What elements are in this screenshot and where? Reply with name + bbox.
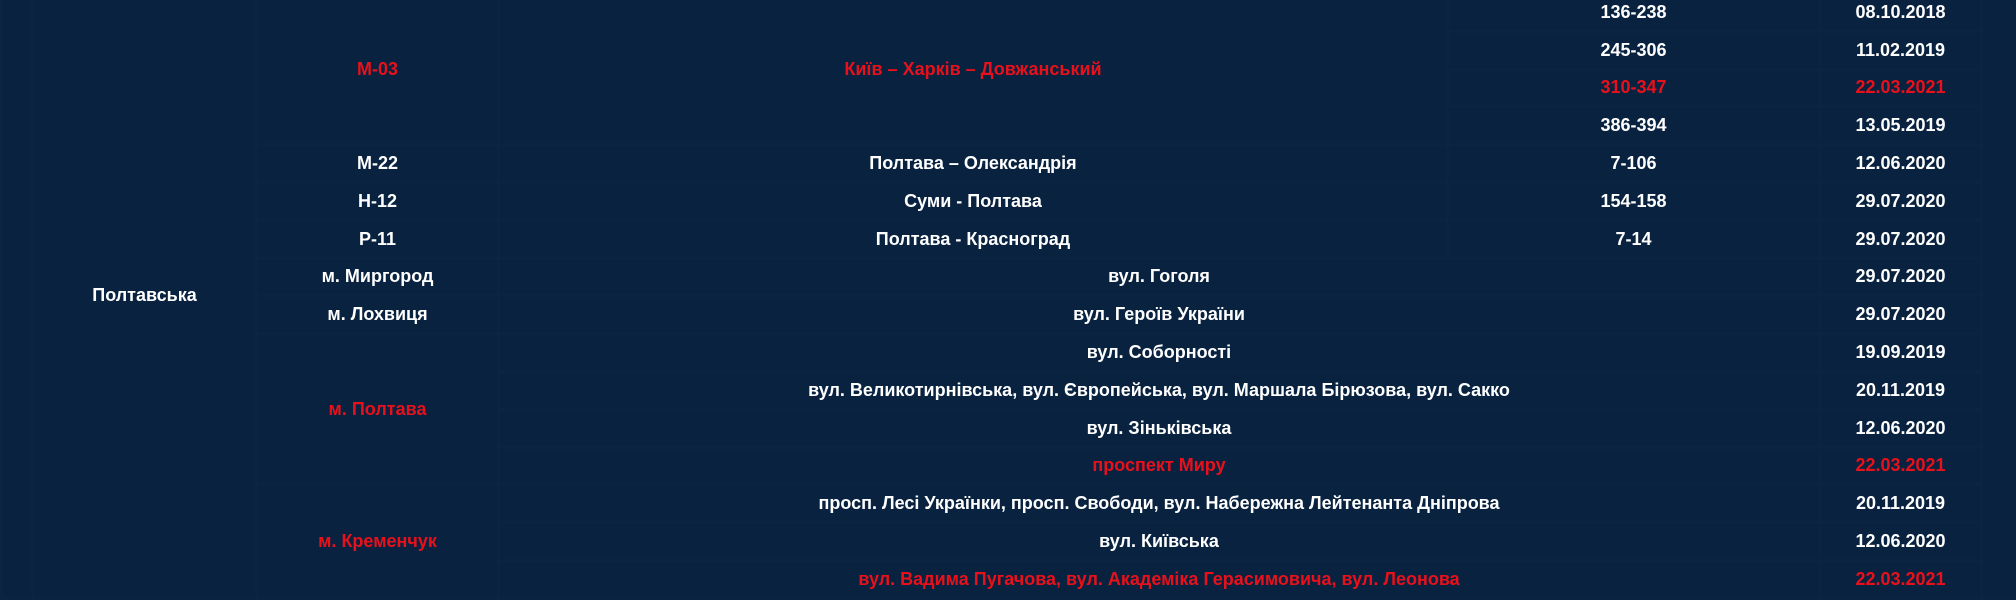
street-cell: вул. Вадима Пугачова, вул. Академіка Герасимовича, вул. Леонова: [500, 562, 1818, 597]
date-cell: 22.03.2021: [1821, 71, 1980, 106]
date-cell: 12.06.2020: [1821, 411, 1980, 446]
street-cell: просп. Лесі Українки, просп. Свободи, вул. Набережна Лейтенанта Дніпрова: [500, 486, 1818, 521]
date-cell: 29.07.2020: [1821, 297, 1980, 332]
road-code-cell: Р-11: [258, 222, 497, 257]
date-cell: 12.06.2020: [1821, 146, 1980, 181]
road-name-cell: Полтава - Красноград: [500, 222, 1446, 257]
street-cell: вул. Київська: [500, 524, 1818, 559]
km-range-cell: 245-306: [1449, 33, 1818, 68]
street-cell: вул. Соборності: [500, 335, 1818, 370]
km-range-cell: 310-347: [1449, 71, 1818, 106]
km-range-cell: 7-14: [1449, 222, 1818, 257]
street-cell: вул. Зіньківська: [500, 411, 1818, 446]
road-code-cell: М-22: [258, 146, 497, 181]
date-cell: 11.02.2019: [1821, 33, 1980, 68]
left-edge-cell: [3, 0, 31, 597]
date-cell: 12.06.2020: [1821, 524, 1980, 559]
street-cell: проспект Миру: [500, 449, 1818, 484]
date-cell: 19.09.2019: [1821, 335, 1980, 370]
road-code-cell: Н-12: [258, 184, 497, 219]
date-cell: 22.03.2021: [1821, 562, 1980, 597]
date-cell: 29.07.2020: [1821, 222, 1980, 257]
street-cell: вул. Гоголя: [500, 260, 1818, 295]
date-cell: 08.10.2018: [1821, 0, 1980, 30]
date-cell: 13.05.2019: [1821, 108, 1980, 143]
city-cell: м. Лохвиця: [258, 297, 497, 332]
street-cell: вул. Героїв України: [500, 297, 1818, 332]
city-cell: м. Полтава: [258, 335, 497, 483]
road-name-cell: Суми - Полтава: [500, 184, 1446, 219]
street-cell: вул. Великотирнівська, вул. Європейська, вул. Маршала Бірюзова, вул. Сакко: [500, 373, 1818, 408]
road-code-cell: М-03: [258, 0, 497, 143]
right-edge-cell: [1983, 0, 2016, 597]
date-cell: 22.03.2021: [1821, 449, 1980, 484]
road-name-cell: Київ – Харків – Довжанський: [500, 0, 1446, 143]
city-cell: м. Кременчук: [258, 486, 497, 596]
date-cell: 29.07.2020: [1821, 184, 1980, 219]
date-cell: 20.11.2019: [1821, 373, 1980, 408]
date-cell: 20.11.2019: [1821, 486, 1980, 521]
km-range-cell: 154-158: [1449, 184, 1818, 219]
road-name-cell: Полтава – Олександрія: [500, 146, 1446, 181]
date-cell: 29.07.2020: [1821, 260, 1980, 295]
km-range-cell: 386-394: [1449, 108, 1818, 143]
region-cell: Полтавська: [34, 0, 255, 597]
km-range-cell: 7-106: [1449, 146, 1818, 181]
city-cell: м. Миргород: [258, 260, 497, 295]
km-range-cell: 136-238: [1449, 0, 1818, 30]
